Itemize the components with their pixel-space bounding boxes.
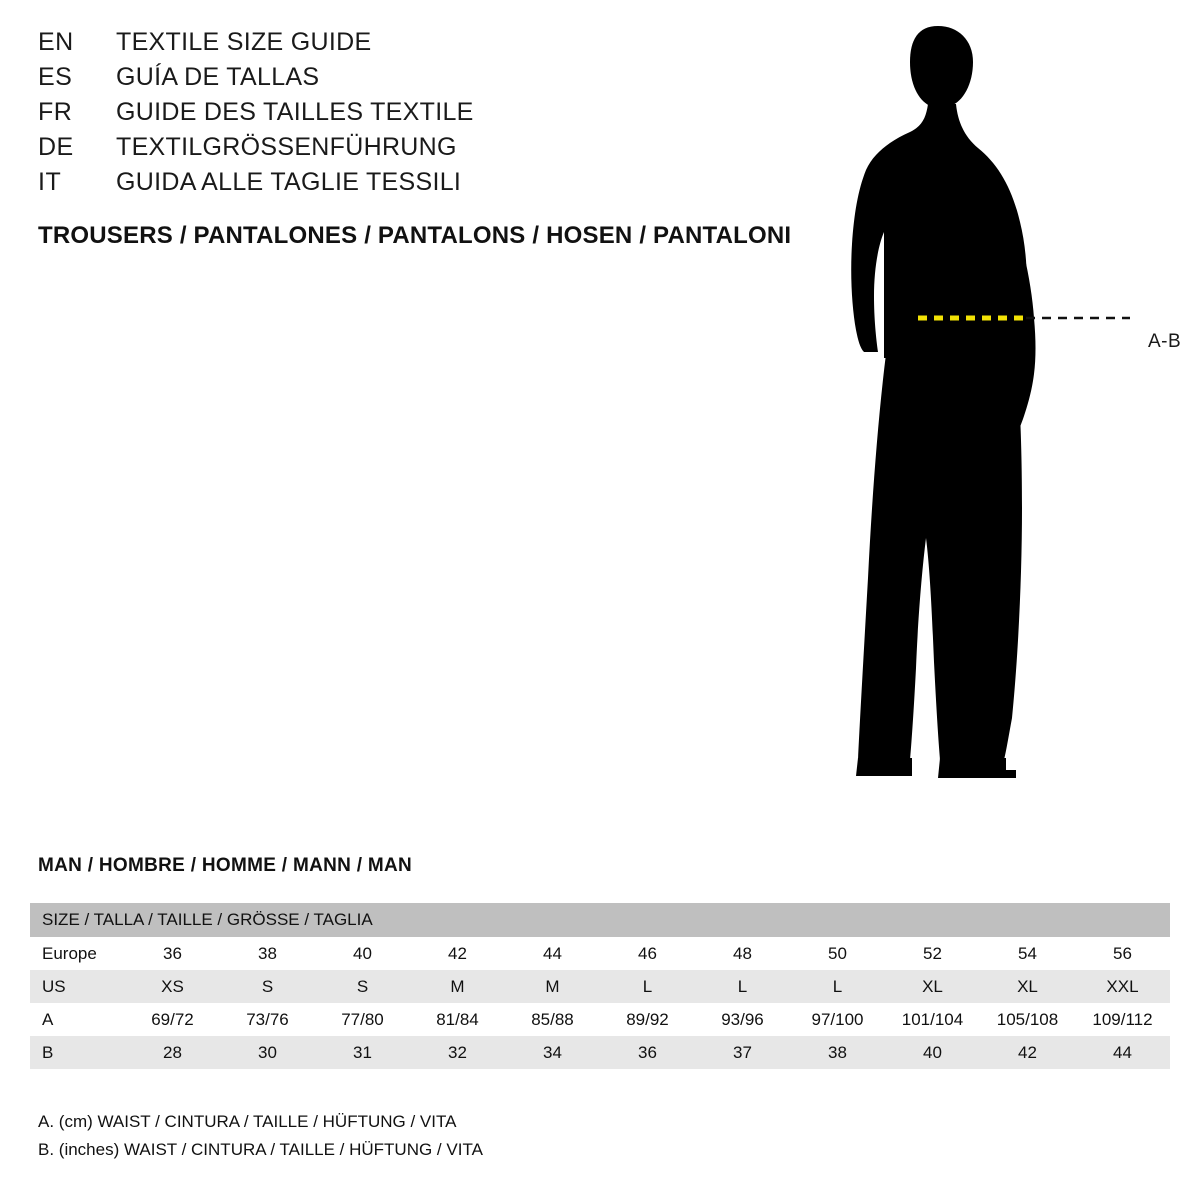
row-label: US bbox=[30, 970, 125, 1003]
table-row bbox=[30, 1003, 1170, 1036]
table-cell: 42 bbox=[980, 1036, 1075, 1069]
table-cell: XXL bbox=[1075, 970, 1170, 1003]
footnotes bbox=[38, 1108, 483, 1164]
table-cell: 97/100 bbox=[790, 1003, 885, 1036]
language-code: ES bbox=[38, 63, 73, 91]
table-cell: L bbox=[790, 970, 885, 1003]
garment-type-title: TROUSERS / PANTALONES / PANTALONS / HOSEN / PANTALONI bbox=[38, 222, 792, 249]
table-cell: 101/104 bbox=[885, 1003, 980, 1036]
table-cell: 50 bbox=[790, 937, 885, 970]
language-code: EN bbox=[38, 28, 74, 56]
language-row bbox=[38, 133, 818, 168]
row-label: Europe bbox=[30, 937, 125, 970]
measurement-label-ab: A-B bbox=[1148, 331, 1182, 352]
table-cell: 36 bbox=[125, 937, 220, 970]
table-cell: 56 bbox=[1075, 937, 1170, 970]
table-cell: 30 bbox=[220, 1036, 315, 1069]
table-cell: 40 bbox=[885, 1036, 980, 1069]
table-section-title: MAN / HOMBRE / HOMME / MANN / MAN bbox=[38, 855, 413, 876]
size-table bbox=[30, 903, 1170, 1069]
language-title: GUIDA ALLE TAGLIE TESSILI bbox=[116, 168, 462, 196]
language-code: FR bbox=[38, 98, 73, 126]
language-code: IT bbox=[38, 168, 62, 196]
table-cell: XL bbox=[885, 970, 980, 1003]
table-cell: M bbox=[505, 970, 600, 1003]
table-cell: 93/96 bbox=[695, 1003, 790, 1036]
table-cell: 37 bbox=[695, 1036, 790, 1069]
figure-illustration bbox=[830, 18, 1190, 798]
table-cell: 77/80 bbox=[315, 1003, 410, 1036]
table-cell: 52 bbox=[885, 937, 980, 970]
table-cell: 42 bbox=[410, 937, 505, 970]
table-cell: 48 bbox=[695, 937, 790, 970]
table-cell: 105/108 bbox=[980, 1003, 1075, 1036]
footnote-a: A. (cm) WAIST / CINTURA / TAILLE / HÜFTUNG / VITA bbox=[38, 1112, 457, 1131]
language-row bbox=[38, 63, 818, 98]
table-cell: 89/92 bbox=[600, 1003, 695, 1036]
table-row bbox=[30, 970, 1170, 1003]
table-cell: 69/72 bbox=[125, 1003, 220, 1036]
language-row bbox=[38, 98, 818, 133]
table-cell: 40 bbox=[315, 937, 410, 970]
footnote-b: B. (inches) WAIST / CINTURA / TAILLE / HÜFTUNG / VITA bbox=[38, 1140, 483, 1159]
table-cell: 32 bbox=[410, 1036, 505, 1069]
table-cell: 85/88 bbox=[505, 1003, 600, 1036]
table-cell: 38 bbox=[220, 937, 315, 970]
table-cell: S bbox=[315, 970, 410, 1003]
language-title: TEXTILE SIZE GUIDE bbox=[116, 28, 372, 56]
table-cell: 109/112 bbox=[1075, 1003, 1170, 1036]
language-title: GUÍA DE TALLAS bbox=[116, 63, 320, 91]
table-cell: XL bbox=[980, 970, 1075, 1003]
table-cell: 36 bbox=[600, 1036, 695, 1069]
man-silhouette-icon bbox=[830, 18, 1190, 798]
table-cell: 46 bbox=[600, 937, 695, 970]
size-table-wrap bbox=[30, 903, 1170, 1069]
table-cell: 44 bbox=[1075, 1036, 1170, 1069]
table-cell: S bbox=[220, 970, 315, 1003]
table-row bbox=[30, 1036, 1170, 1069]
table-cell: L bbox=[600, 970, 695, 1003]
table-cell: 38 bbox=[790, 1036, 885, 1069]
table-cell: 31 bbox=[315, 1036, 410, 1069]
language-row bbox=[38, 168, 818, 203]
table-cell: M bbox=[410, 970, 505, 1003]
table-cell: L bbox=[695, 970, 790, 1003]
language-list bbox=[38, 28, 818, 203]
language-title: GUIDE DES TAILLES TEXTILE bbox=[116, 98, 474, 126]
row-label: A bbox=[30, 1003, 125, 1036]
table-cell: 73/76 bbox=[220, 1003, 315, 1036]
table-cell: 81/84 bbox=[410, 1003, 505, 1036]
table-cell: XS bbox=[125, 970, 220, 1003]
language-title: TEXTILGRÖSSENFÜHRUNG bbox=[116, 133, 457, 161]
row-label: B bbox=[30, 1036, 125, 1069]
table-cell: 44 bbox=[505, 937, 600, 970]
table-cell: 34 bbox=[505, 1036, 600, 1069]
table-header-label: SIZE / TALLA / TAILLE / GRÖSSE / TAGLIA bbox=[30, 903, 1170, 937]
table-header-row bbox=[30, 903, 1170, 937]
language-code: DE bbox=[38, 133, 74, 161]
language-row bbox=[38, 28, 818, 63]
table-row bbox=[30, 937, 1170, 970]
table-cell: 54 bbox=[980, 937, 1075, 970]
table-cell: 28 bbox=[125, 1036, 220, 1069]
